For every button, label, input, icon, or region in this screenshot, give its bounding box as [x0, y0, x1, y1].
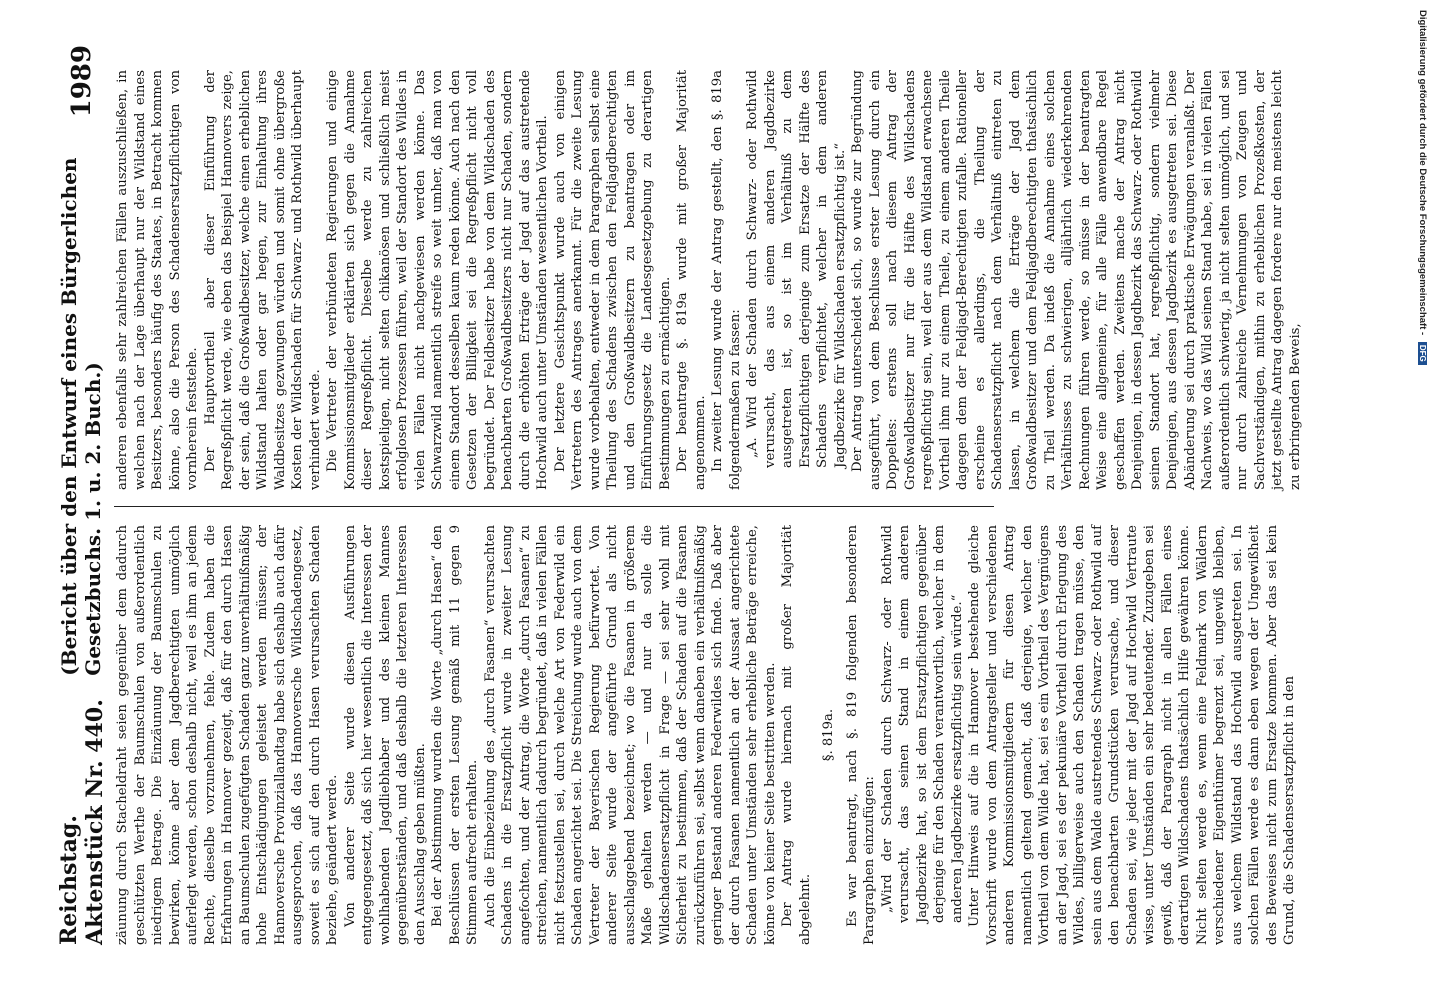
paragraph: Der Antrag wurde hiernach mit großer Majorität abgelehnt.	[780, 525, 813, 945]
paragraph: Der beantragte §. 819a wurde mit großer Majorität angenommen.	[675, 70, 708, 490]
credit-text: Digitalisierung gefördert durch die Deutsche Forschungsgemeinschaft -	[1417, 10, 1428, 336]
section-heading: §. 819a.	[821, 708, 836, 762]
page-header	[58, 45, 106, 945]
dfg-logo: DFG	[1418, 342, 1427, 365]
paragraph: Unter Hinweis auf die in Hannover bestehende gleiche Vorschrift wurde von dem Antragsteller und verschiedenen anderen Kommissionsmitgliedern für diesen Antrag namentlich geltend gemacht, daß derjenige, welcher den Vortheil von dem Wilde hat, sei es ein Vortheil des Vergnügens an der Jagd, sei es der pekuniäre Vortheil durch Erlegung des Wildes, billigerweise auch den Schaden tragen müsse, den sein aus dem Walde austretendes Schwarz- oder Rothwild auf den benachbarten Grundstücken verursache, und dieser Schaden sei, wie jeder mit der Jagd auf Hochwild Vertraute wisse, unter Umständen ein sehr bedeutender. Zuzugeben sei gewiß, daß der Paragraph nicht in allen Fällen eines derartigen Wildschadens thatsächlich Hilfe gewähren könne. Nicht selten werde es, wenn eine Feldmark von Wäldern verschiedener Eigenthümer begrenzt sei, ungewiß bleiben, aus welchem Wildstand das Hochwild ausgetreten sei. In solchen Fällen werde es dann eben wegen der Ungewißheit des Beweises nicht zum Ersatze kommen. Aber das sei kein Grund, die Schadensersatzpflicht in den	[967, 525, 1297, 945]
column-divider	[114, 506, 994, 507]
rotated-text-block	[58, 45, 1398, 945]
paragraph: Der Antrag unterscheidet sich, so wurde zur Begründung ausgeführt, von dem Beschlusse erster Lesung durch ein Doppeltes: erstens soll nach diesem Antrag der Großwaldbesitzer nur für die Hälfte des Wildschadens regreßpflichtig sein, weil der aus dem Wildstand erwachsene Vortheil ihm nur zu einem Theile, zu einem anderen Theile dagegen dem der Feldjagd-Berechtigten zufalle. Rationeller erscheine es allerdings, die Theilung der Schadensersatzpflicht nach dem Verhältniß eintreten zu lassen, in welchem die Erträge der Jagd dem Großwaldbesitzer und dem Feldjagdberechtigten thatsächlich zu Theil werden. Da indeß die Annahme eines solchen Verhältnisses zu schwierigen, alljährlich wiederkehrenden Rechnungen führen werde, so müsse in der beantragten Weise eine allgemeine, für alle Fälle anwendbare Regel geschaffen werden. Zweitens mache der Antrag nicht Denjenigen, in dessen Jagdbezirk das Schwarz- oder Rothwild seinen Standort hat, regreßpflichtig, sondern vielmehr Denjenigen, aus dessen Jagdbezirk es ausgetreten sei. Diese Abänderung sei durch praktische Erwägungen veranlaßt. Der Nachweis, wo das Wild seinen Stand habe, sei in vielen Fällen außerordentlich schwierig, ja nicht selten unmöglich, und sei nur durch zahlreiche Vernehmungen von Zeugen und Sachverständigen, mithin zu erheblichen Prozeßkosten, der jetzt gestellte Antrag dagegen fordere nur den meistens leicht zu erbringenden Beweis,	[850, 70, 1303, 490]
paragraph: Bei der Abstimmung wurden die Worte „durch Hasen“ den Beschlüssen der ersten Lesung gemäß mit 11 gegen 9 Stimmen aufrecht erhalten.	[430, 525, 480, 945]
paragraph: Die Vertreter der verbündeten Regierungen und einige Kommissionsmitglieder erklärten sich gegen die Annahme dieser Regreßpflicht. Dieselbe werde zu zahlreichen kostspieligen, nicht selten chikanösen und schließlich meist erfolglosen Prozessen führen, weil der Standort des Wildes in vielen Fällen nicht nachgewiesen werden könne. Das Schwarzwild namentlich streife so weit umher, daß man von einem Standort desselben kaum reden könne. Auch nach den Gesetzen der Billigkeit sei die Regreßpflicht nicht voll begründet. Der Feldbesitzer habe von dem Wildschaden des benachbarten Großwaldbesitzers nicht nur Schaden, sondern durch die erhöhten Erträge der Jagd auf das austretende Hochwild auch unter Umständen wesentlichen Vortheil.	[325, 70, 550, 490]
paragraph: Der letztere Gesichtspunkt wurde auch von einigen Vertretern des Antrages anerkannt. Für die zweite Lesung wurde vorbehalten, entweder in dem Paragraphen selbst eine Theilung des Schadens zwischen den Feldjagdberechtigten und den Großwaldbesitzern zu beantragen oder im Einführungsgesetz die Landesgesetzgebung zu derartigen Bestimmungen zu ermächtigen.	[552, 70, 673, 490]
paragraph: anderen ebenfalls sehr zahlreichen Fällen auszuschließen, in welchen nach der Lage überhaupt nur der Wildstand eines Besitzers, besonders häufig des Staates, in Betracht kommen könne, also die Person des Schadensersatzpflichtigen von vornherein feststehe.	[115, 70, 200, 490]
digitization-credit	[1414, 10, 1428, 1000]
header-subtitle: (Bericht über den Entwurf eines Bürgerlichen Gesetzbuchs. 1. u. 2. Buch.)	[57, 157, 105, 676]
quoted-paragraph: „Wird der Schaden durch Schwarz- oder Rothwild verursacht, das seinen Stand in einem anderen Jagdbezirke hat, so ist dem Ersatzpflichtigen gegenüber derjenige für den Schaden verantwortlich, welcher in dem anderen Jagdbezirke ersatzpflichtig sein würde.“	[879, 525, 965, 923]
quoted-paragraph: „A. Wird der Schaden durch Schwarz- oder Rothwild verursacht, das aus einem anderen Jagdbezirke ausgetreten ist, so ist im Verhältniß zu dem Ersatzpflichtigen derjenige zum Ersatze der Hälfte des Schadens verpflichtet, welcher in dem anderen Jagdbezirke für Wildschaden ersatzpflichtig ist.“	[745, 70, 848, 468]
paragraph: In zweiter Lesung wurde der Antrag gestellt, den §. 819a folgendermaßen zu fassen:	[710, 70, 743, 490]
right-column	[114, 70, 1304, 490]
paragraph: Von anderer Seite wurde diesen Ausführungen entgegengesetzt, daß sich hier wesentlich die Interessen der wohlhabenden Jagdliebhaber und des kleinen Mannes gegenüberständen, und daß deshalb die letzteren Interessen den Ausschlag geben müßten.	[342, 525, 428, 945]
left-column	[114, 525, 1299, 945]
paragraph: Der Hauptvortheil aber dieser Einführung der Regreßpflicht werde, wie eben das Beispiel Hannovers zeige, der sein, daß die Großwaldbesitzer, welche einen erheblichen Wildstand halten oder gar hegen, zur Einhaltung ihres Waldbesitzes gezwungen würden und somit ohne übergroße Kosten der Wildschaden für Schwarz- und Rothwild überhaupt verhindert werde.	[202, 70, 323, 490]
paragraph: Es war beantragt, nach §. 819 folgenden besonderen Paragraphen einzufügen:	[844, 525, 877, 945]
running-title: Reichstag. Aktenstück Nr. 440.	[56, 699, 108, 945]
paragraph: Auch die Einbeziehung des „durch Fasanen“ verursachten Schadens in die Ersatzpflicht wurde in zweiter Lesung angefochten, und der Antrag, die Worte „durch Fasanen“ zu streichen, namentlich dadurch begründet, daß in vielen Fällen nicht festzustellen sei, durch welche Art von Federwild ein Schaden angerichtet sei. Die Streichung wurde auch von dem Vertreter der Bayerischen Regierung befürwortet. Von anderer Seite wurde der angeführte Grund als nicht ausschlaggebend bezeichnet; wo die Fasanen in größerem Maße gehalten werden — und nur da solle die Wildschadensersatzpflicht in Frage — sei sehr wohl mit Sicherheit zu bestimmen, daß der Schaden auf die Fasanen zurückzuführen sei, selbst wenn daneben ein verhältnißmäßig geringer Bestand anderen Federwildes sich finde. Daß aber der durch Fasanen namentlich an der Aussaat angerichtete Schaden unter Umständen sehr erhebliche Beträge erreiche, könne von keiner Seite bestritten werden.	[482, 525, 778, 945]
paragraph: zäunung durch Stacheldraht seien gegenüber dem dadurch geschützten Werthe der Baumschulen von außerordentlich niedrigem Betrage. Die Einzäunung der Baumschulen zu bewirken, könne aber dem Jagdberechtigten unmöglich auferlegt werden, schon deshalb nicht, weil es ihm an jedem Rechte, dieselbe vorzunehmen, fehle. Zudem haben die Erfahrungen in Hannover gezeigt, daß für den durch Hasen an Baumschulen zugefügten Schaden ganz unverhältnißmäßig hohe Entschädigungen geleistet werden müssen; der Hannoversche Provinziallandtag habe sich deshalb auch dafür ausgesprochen, daß das Hannoversche Wildschadengesetz, soweit es sich auf den durch Hasen verursachten Schaden beziehe, geändert werde.	[115, 525, 340, 945]
page-number: 1989	[67, 45, 97, 118]
